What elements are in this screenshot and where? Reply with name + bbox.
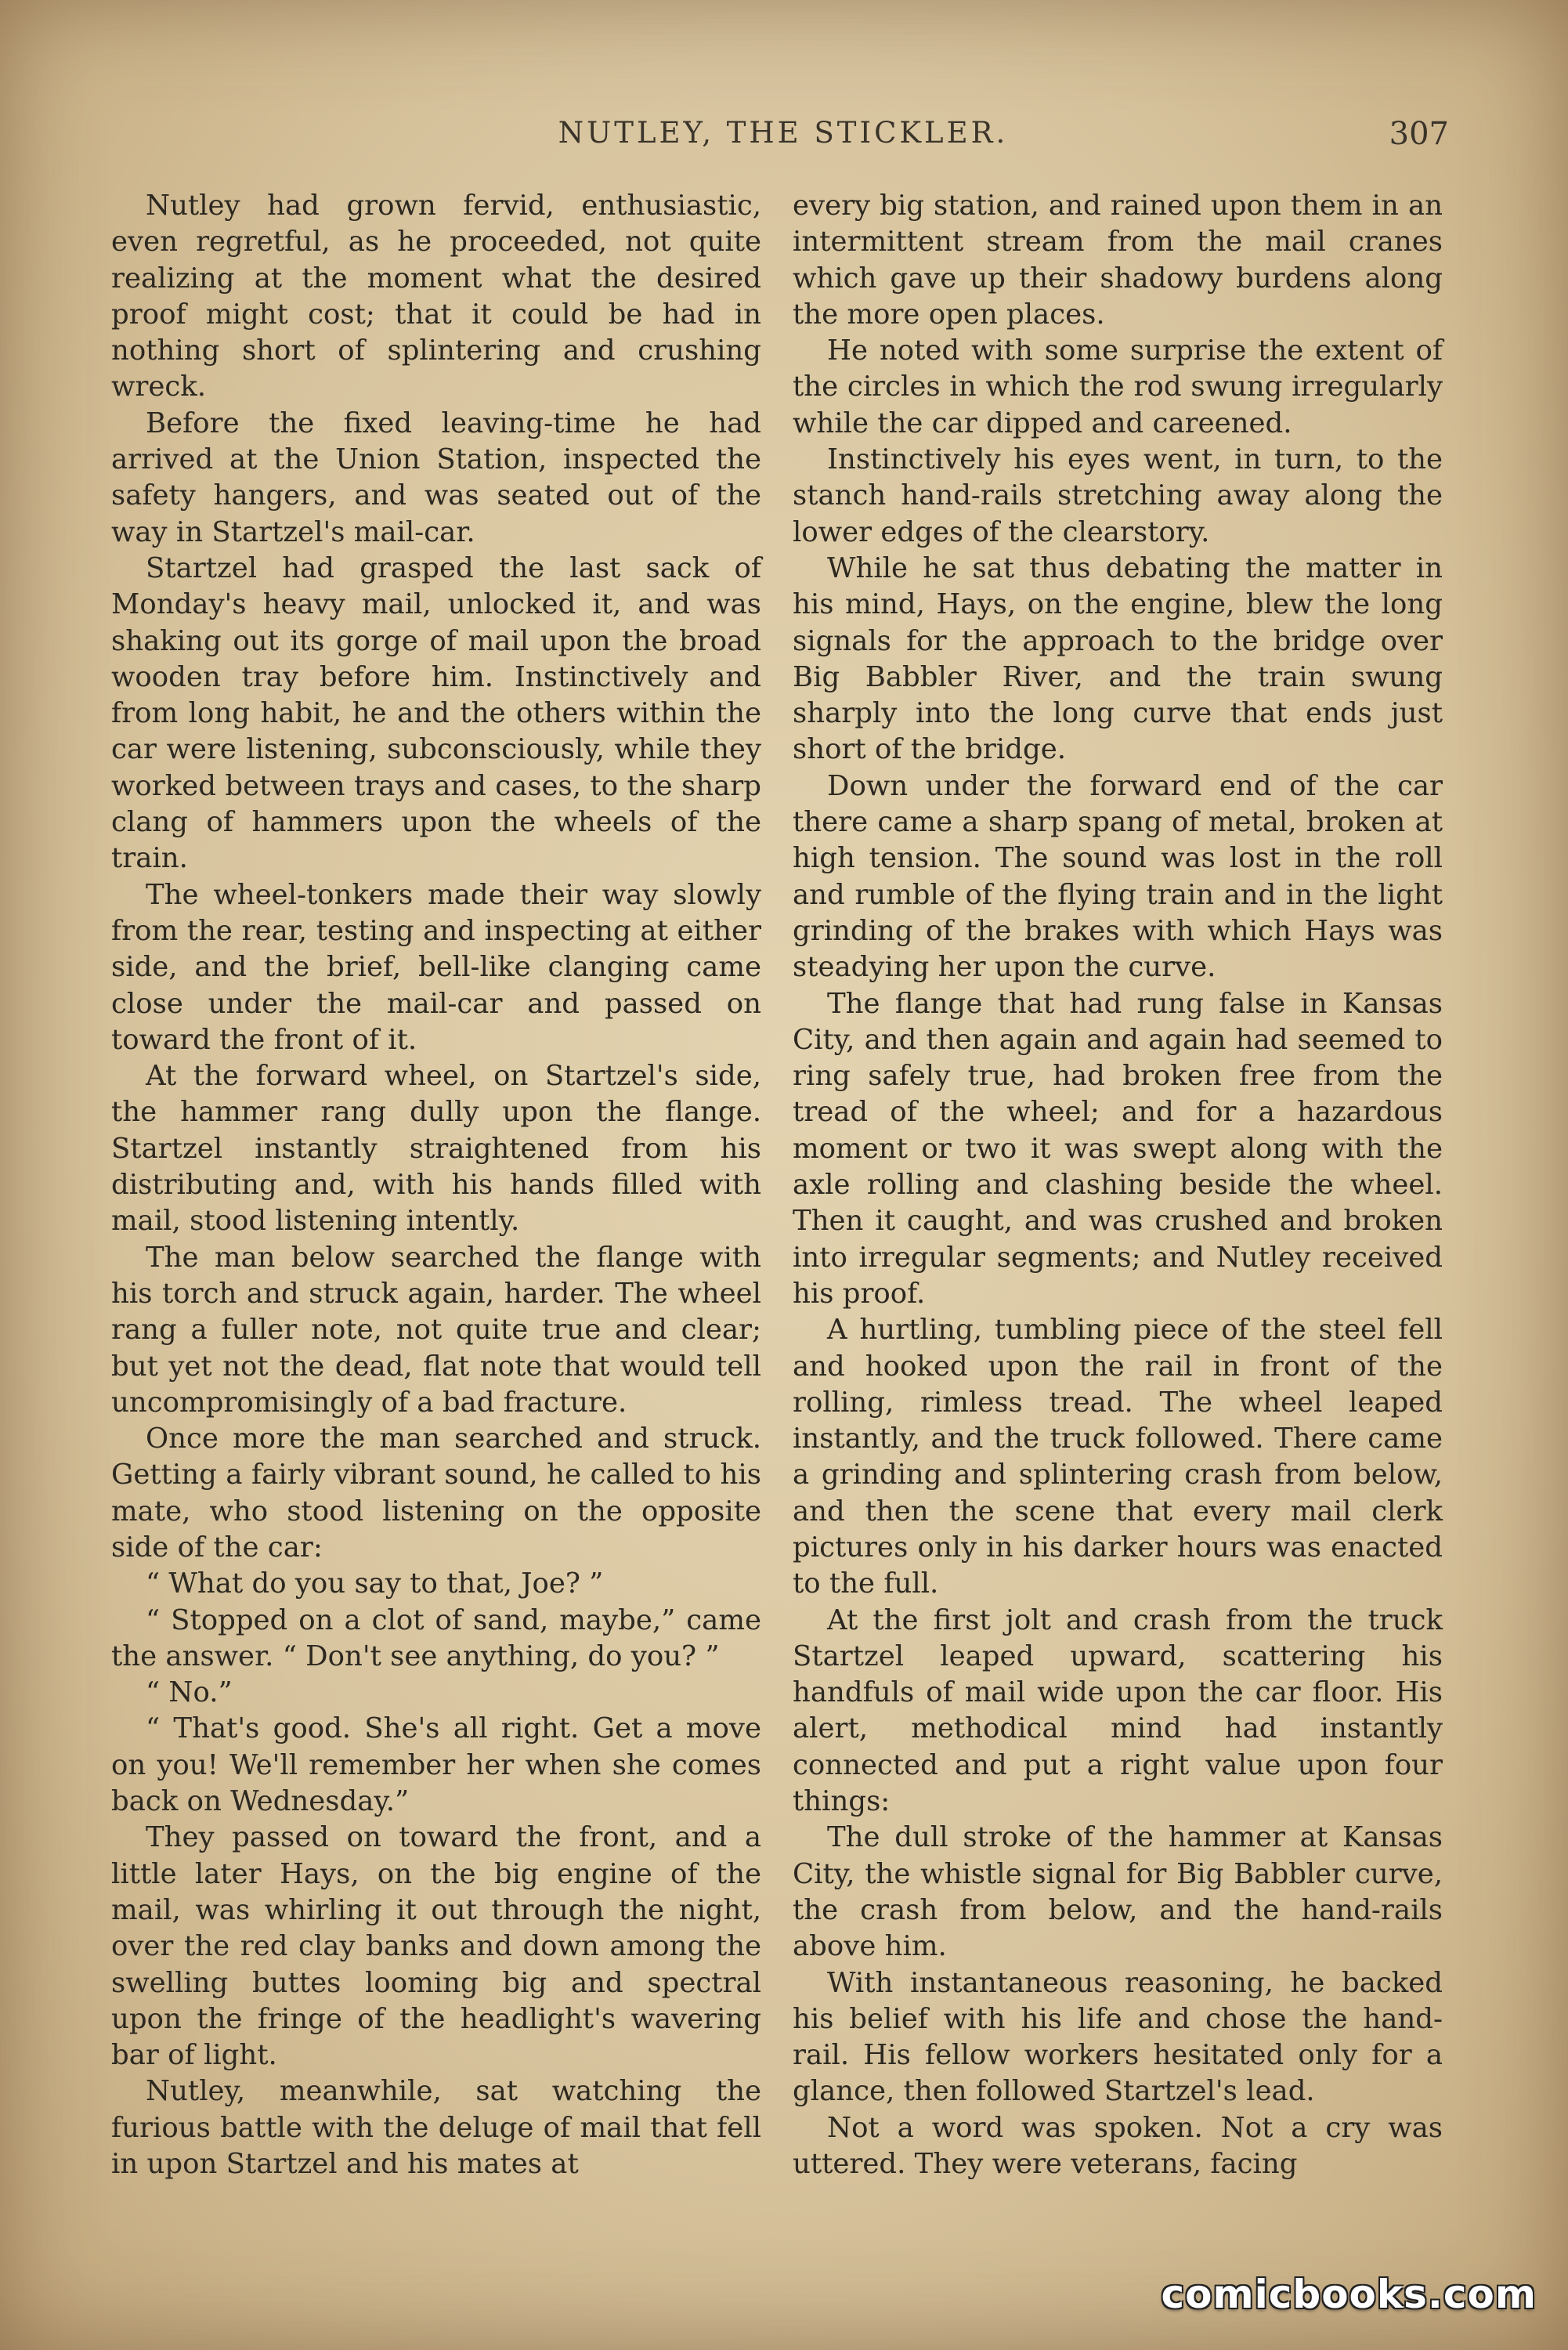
paragraph: Once more the man searched and struck. Getting a fairly vibrant sound, he called to his mate, who stood listening on the opposite side of the car: bbox=[111, 1423, 761, 1564]
paragraph: Not a word was spoken. Not a cry was uttered. They were veterans, facing bbox=[793, 2111, 1443, 2181]
paragraph: Nutley, meanwhile, sat watching the furious battle with the deluge of mail that fell in upon Startzel and his mates at bbox=[111, 2075, 761, 2181]
paragraph: Nutley had grown fervid, enthusiastic, even regretful, as he proceeded, not quite realizing at the moment what the desired proof might cost; that it could be had in nothing short of splintering and crushing wreck. bbox=[111, 190, 761, 403]
page-number: 307 bbox=[1389, 116, 1449, 152]
paragraph: The man below searched the flange with his torch and struck again, harder. The wheel rang a fuller note, not quite true and clear; but yet not the dead, flat note that would tell uncompromisingly of a bad fracture. bbox=[111, 1241, 761, 1419]
paragraph: At the forward wheel, on Startzel's side, the hammer rang dully upon the flange. Startzel instantly straightened from his distributing and, with his hands filled with mail, stood listening intently. bbox=[111, 1060, 761, 1238]
paragraph: Before the fixed leaving-time he had arrived at the Union Station, inspected the safety hangers, and was seated out of the way in Startzel's mail-car. bbox=[111, 407, 761, 548]
paragraph: With instantaneous reasoning, he backed his belief with his life and chose the hand-rail. His fellow workers hesitated only for a glance, then followed Startzel's lead. bbox=[793, 1966, 1443, 2108]
paragraph: Startzel had grasped the last sack of Monday's heavy mail, unlocked it, and was shaking out its gorge of mail upon the broad wooden tray before him. Instinctively and from long habit, he and the others within the car were listening, subconsciously, while they worked between trays and cases, to the sharp clang of hammers upon the wheels of the train. bbox=[111, 551, 761, 875]
paragraph: “ Stopped on a clot of sand, maybe,” came the answer. “ Don't see anything, do you? ” bbox=[111, 1603, 761, 1672]
paragraph-continued: every big station, and rained upon them in an intermittent stream from the mail cranes which gave up their shadowy burdens along the more open places. bbox=[793, 190, 1443, 331]
paragraph: Down under the forward end of the car there came a sharp spang of metal, broken at high tension. The sound was lost in the roll and rumble of the flying train and in the light grinding of the brakes with which Hays was steadying her upon the curve. bbox=[793, 769, 1443, 984]
site-watermark: comicbooks.com bbox=[1161, 2272, 1537, 2317]
paragraph: “ What do you say to that, Joe? ” bbox=[146, 1567, 604, 1600]
paragraph: “ No.” bbox=[146, 1676, 233, 1709]
running-header bbox=[117, 116, 1449, 163]
paragraph: “ That's good. She's all right. Get a move on you! We'll remember her when she comes back on Wednesday.” bbox=[111, 1712, 761, 1818]
running-title: NUTLEY, THE STICKLER. bbox=[558, 116, 1009, 150]
paragraph: A hurtling, tumbling piece of the steel fell and hooked upon the rail in front of the rolling, rimless tread. The wheel leaped instantly, and the truck followed. There came a grinding and splintering crash from below, and then the scene that every mail clerk pictures only in his darker hours was enacted to the full. bbox=[793, 1314, 1443, 1600]
paragraph: The wheel-tonkers made their way slowly from the rear, testing and inspecting at either side, and the brief, bell-like clanging came close under the mail-car and passed on toward the front of it. bbox=[111, 878, 761, 1056]
paragraph: They passed on toward the front, and a little later Hays, on the big engine of the mail, was whirling it out through the night, over the red clay banks and down among the swelling buttes looming big and spectral upon the fringe of the headlight's wavering bar of light. bbox=[111, 1821, 761, 2072]
paragraph: The flange that had rung false in Kansas City, and then again and again had seemed to ring safely true, had broken free from the tread of the wheel; and for a hazardous moment or two it was swept along with the axle rolling and clashing beside the wheel. Then it caught, and was crushed and broken into irregular segments; and Nutley received his proof. bbox=[793, 987, 1443, 1310]
left-column bbox=[111, 188, 761, 2182]
right-column bbox=[793, 188, 1443, 2182]
paragraph: At the first jolt and crash from the truck Startzel leaped upward, scattering his handfuls of mail wide upon the car floor. His alert, methodical mind had instantly connected and put a right value upon four things: bbox=[793, 1603, 1443, 1818]
paragraph: He noted with some surprise the extent of the circles in which the rod swung irregularly while the car dipped and careened. bbox=[793, 334, 1443, 439]
paragraph: While he sat thus debating the matter in his mind, Hays, on the engine, blew the long signals for the approach to the bridge over Big Babbler River, and the train swung sharply into the long curve that ends just short of the bridge. bbox=[793, 551, 1443, 766]
paragraph: Instinctively his eyes went, in turn, to the stanch hand-rails stretching away along the lower edges of the clearstory. bbox=[793, 443, 1443, 548]
paragraph: The dull stroke of the hammer at Kansas City, the whistle signal for Big Babbler curve, the crash from below, and the hand-rails above him. bbox=[793, 1821, 1443, 1963]
